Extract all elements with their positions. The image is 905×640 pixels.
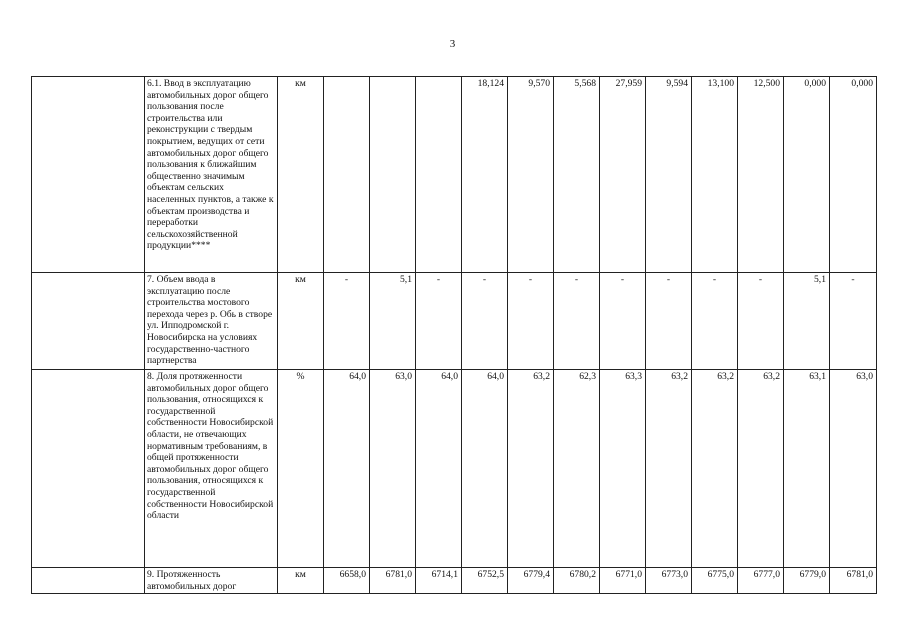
unit-cell: %	[278, 370, 324, 568]
unit-cell: км	[278, 273, 324, 370]
value-cell: 63,0	[370, 370, 416, 568]
value-cell: 6658,0	[324, 568, 370, 594]
value-cell: 6775,0	[692, 568, 738, 594]
value-cell: -	[324, 273, 370, 370]
value-cell: -	[462, 273, 508, 370]
value-cell: -	[554, 273, 600, 370]
row-group-cell	[32, 77, 145, 273]
unit-cell: км	[278, 77, 324, 273]
table-row	[32, 77, 877, 273]
value-cell: -	[646, 273, 692, 370]
row-group-cell	[32, 273, 145, 370]
value-cell: 6752,5	[462, 568, 508, 594]
indicator-name	[145, 568, 278, 594]
value-cell: -	[738, 273, 784, 370]
indicator-name: 7. Объем ввода в эксплуатацию после строительства мостового перехода через р. Обь в створе ул. Ипподромской г. Новосибирска на условиях государственно-частного партнерства	[145, 273, 278, 370]
value-cell: 64,0	[324, 370, 370, 568]
indicators-table	[31, 76, 877, 594]
value-cell: 6773,0	[646, 568, 692, 594]
unit-cell: км	[278, 568, 324, 594]
value-cell: 5,568	[554, 77, 600, 273]
value-cell: 64,0	[462, 370, 508, 568]
page-number: 3	[449, 38, 456, 50]
value-cell: 5,1	[370, 273, 416, 370]
row-group-cell	[32, 568, 145, 594]
value-cell: -	[600, 273, 646, 370]
table-row	[32, 370, 877, 568]
indicator-name: 8. Доля протяженности автомобильных дорог общего пользования, относящихся к государственной собственности Новосибирской области, не отвечающих нормативным требованиям, в общей протяженности автомобильных дорог общего пользования, относящихся к государственной собственности Новосибирской области	[145, 370, 278, 568]
indicator-name-text: 9. Протяженность автомобильных дорог	[147, 569, 237, 591]
table-row	[32, 273, 877, 370]
value-cell	[416, 77, 462, 273]
value-cell: 27,959	[600, 77, 646, 273]
value-cell: 62,3	[554, 370, 600, 568]
value-cell: -	[692, 273, 738, 370]
value-cell: 6781,0	[370, 568, 416, 594]
value-cell: 6714,1	[416, 568, 462, 594]
value-cell: 64,0	[416, 370, 462, 568]
value-cell: 6771,0	[600, 568, 646, 594]
table-body	[32, 77, 877, 594]
value-cell: 6780,2	[554, 568, 600, 594]
value-cell: 63,0	[830, 370, 877, 568]
value-cell: 63,3	[600, 370, 646, 568]
value-cell	[324, 77, 370, 273]
value-cell: -	[830, 273, 877, 370]
value-cell: 9,570	[508, 77, 554, 273]
table-row	[32, 568, 877, 594]
value-cell: 6779,0	[784, 568, 830, 594]
value-cell: 6777,0	[738, 568, 784, 594]
value-cell: -	[508, 273, 554, 370]
value-cell: 0,000	[784, 77, 830, 273]
value-cell: 63,2	[508, 370, 554, 568]
value-cell: 18,124	[462, 77, 508, 273]
value-cell: 12,500	[738, 77, 784, 273]
value-cell	[370, 77, 416, 273]
value-cell: 6781,0	[830, 568, 877, 594]
value-cell: 9,594	[646, 77, 692, 273]
value-cell: 6779,4	[508, 568, 554, 594]
value-cell: 13,100	[692, 77, 738, 273]
value-cell: 5,1	[784, 273, 830, 370]
value-cell: 63,1	[784, 370, 830, 568]
value-cell: -	[416, 273, 462, 370]
value-cell: 0,000	[830, 77, 877, 273]
indicator-name: 6.1. Ввод в эксплуатацию автомобильных дорог общего пользования после строительства или реконструкции с твердым покрытием, ведущих от сети автомобильных дорог общего пользования к ближайшим общественно значимым объектам сельских населенных пунктов, а также к объектам производства и переработки сельскохозяйственной продукции****	[145, 77, 278, 273]
row-group-cell	[32, 370, 145, 568]
value-cell: 63,2	[738, 370, 784, 568]
value-cell: 63,2	[646, 370, 692, 568]
value-cell: 63,2	[692, 370, 738, 568]
